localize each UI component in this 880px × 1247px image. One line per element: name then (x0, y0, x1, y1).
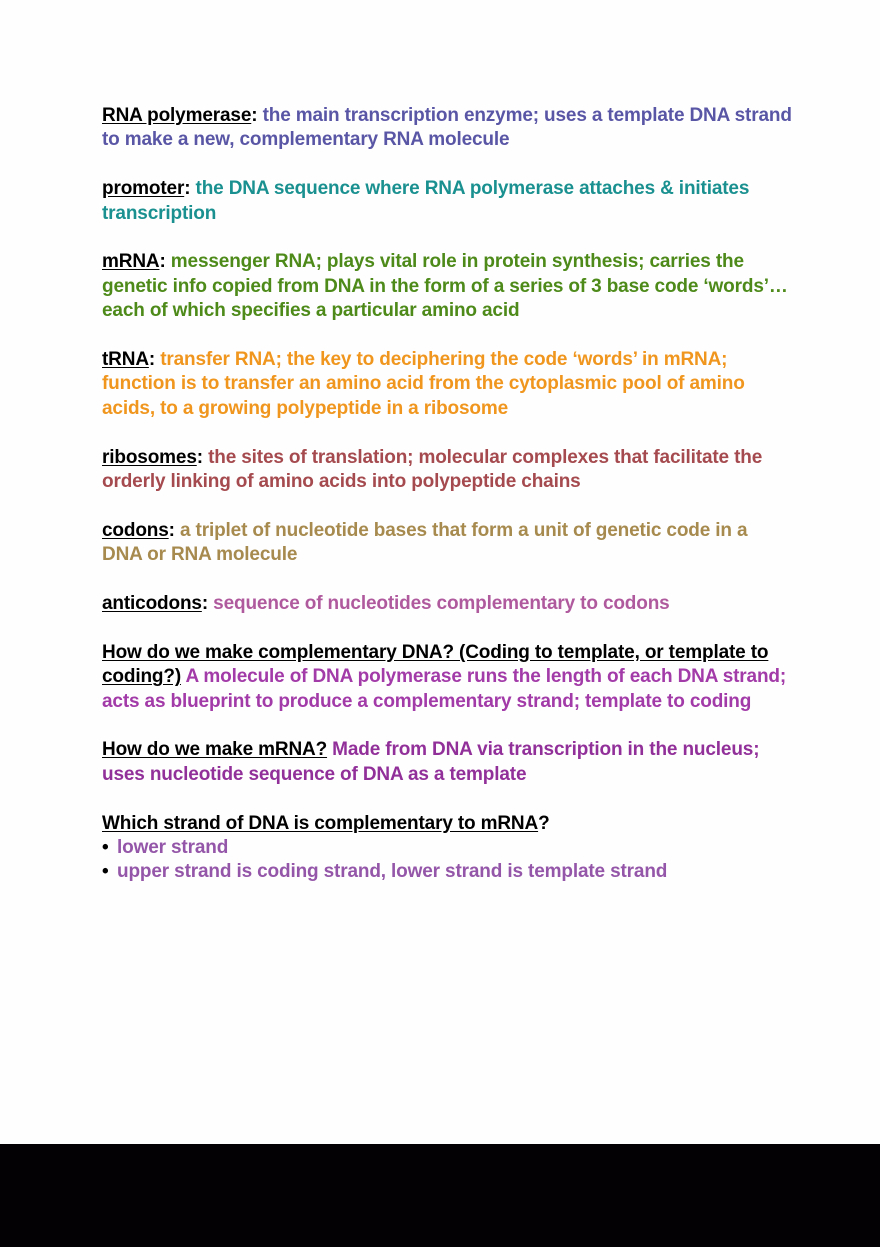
notes-content (102, 104, 792, 909)
bullet-item (102, 836, 792, 860)
term-label: RNA polymerase (102, 105, 252, 126)
question-mark: ? (538, 812, 550, 834)
answer-bullet-list (102, 836, 792, 885)
definition-promoter (102, 177, 792, 226)
question-label: Which strand of DNA is complementary to mRNA (102, 812, 539, 834)
definition-text: sequence of nucleotides complementary to codons (208, 593, 670, 615)
black-bottom-band (0, 1144, 880, 1247)
bullet-item (102, 860, 792, 884)
term-separator: : (148, 349, 156, 371)
definition-rna-polymerase (102, 104, 792, 153)
definition-codons (102, 519, 792, 568)
term-label: ribosomes (102, 446, 197, 468)
definition-ribosomes (102, 446, 792, 495)
definition-text: the DNA sequence where RNA polymerase attaches & initiates transcription (102, 178, 750, 224)
term-label: tRNA (102, 349, 149, 371)
definition-text: a triplet of nucleotide bases that form a unit of genetic code in a DNA or RNA molecule (102, 519, 748, 566)
question-make-mrna (102, 738, 792, 787)
term-separator: : (196, 446, 203, 468)
term-label: mRNA (102, 251, 160, 273)
term-label: codons (102, 519, 169, 541)
question-complementary-dna (102, 641, 792, 714)
bullet-text: lower strand (117, 837, 229, 859)
bullet-icon: • (102, 837, 109, 859)
bullet-text: upper strand is coding strand, lower strand is template strand (117, 861, 668, 883)
term-label: anticodons (102, 593, 202, 615)
question-label: How do we make complementary DNA? (Coding to template, or template to coding?) (102, 641, 769, 688)
term-separator: : (201, 593, 209, 615)
definition-text: the main transcription enzyme; uses a template DNA strand to make a new, complementary RNA molecule (102, 105, 792, 151)
term-separator: : (184, 178, 191, 200)
definition-text: transfer RNA; the key to deciphering the code ‘words’ in mRNA; function is to transfer an amino acid from the cytoplasmic pool of amino acids, to a growing polypeptide in a ribosome (102, 349, 745, 419)
bullet-icon: • (102, 861, 109, 883)
question-label: How do we make mRNA? (102, 739, 328, 761)
question-complementary-strand (102, 812, 792, 885)
definition-anticodons (102, 592, 792, 616)
term-separator: : (251, 105, 258, 126)
term-separator: : (159, 251, 166, 273)
definition-text: the sites of translation; molecular complexes that facilitate the orderly linking of amino acids into polypeptide chains (102, 446, 763, 493)
term-label: promoter (102, 178, 185, 200)
definition-mrna (102, 250, 792, 323)
definition-trna (102, 348, 792, 421)
definition-text: messenger RNA; plays vital role in protein synthesis; carries the genetic info copied from DNA in the form of a series of 3 base code ‘words’… each of which specifies a particular amino acid (102, 251, 788, 322)
term-separator: : (168, 519, 175, 541)
answer-text: A molecule of DNA polymerase runs the length of each DNA strand; acts as blueprint to produce a complementary strand; template to coding (102, 666, 787, 712)
answer-text: Made from DNA via transcription in the nucleus; uses nucleotide sequence of DNA as a template (102, 739, 760, 785)
